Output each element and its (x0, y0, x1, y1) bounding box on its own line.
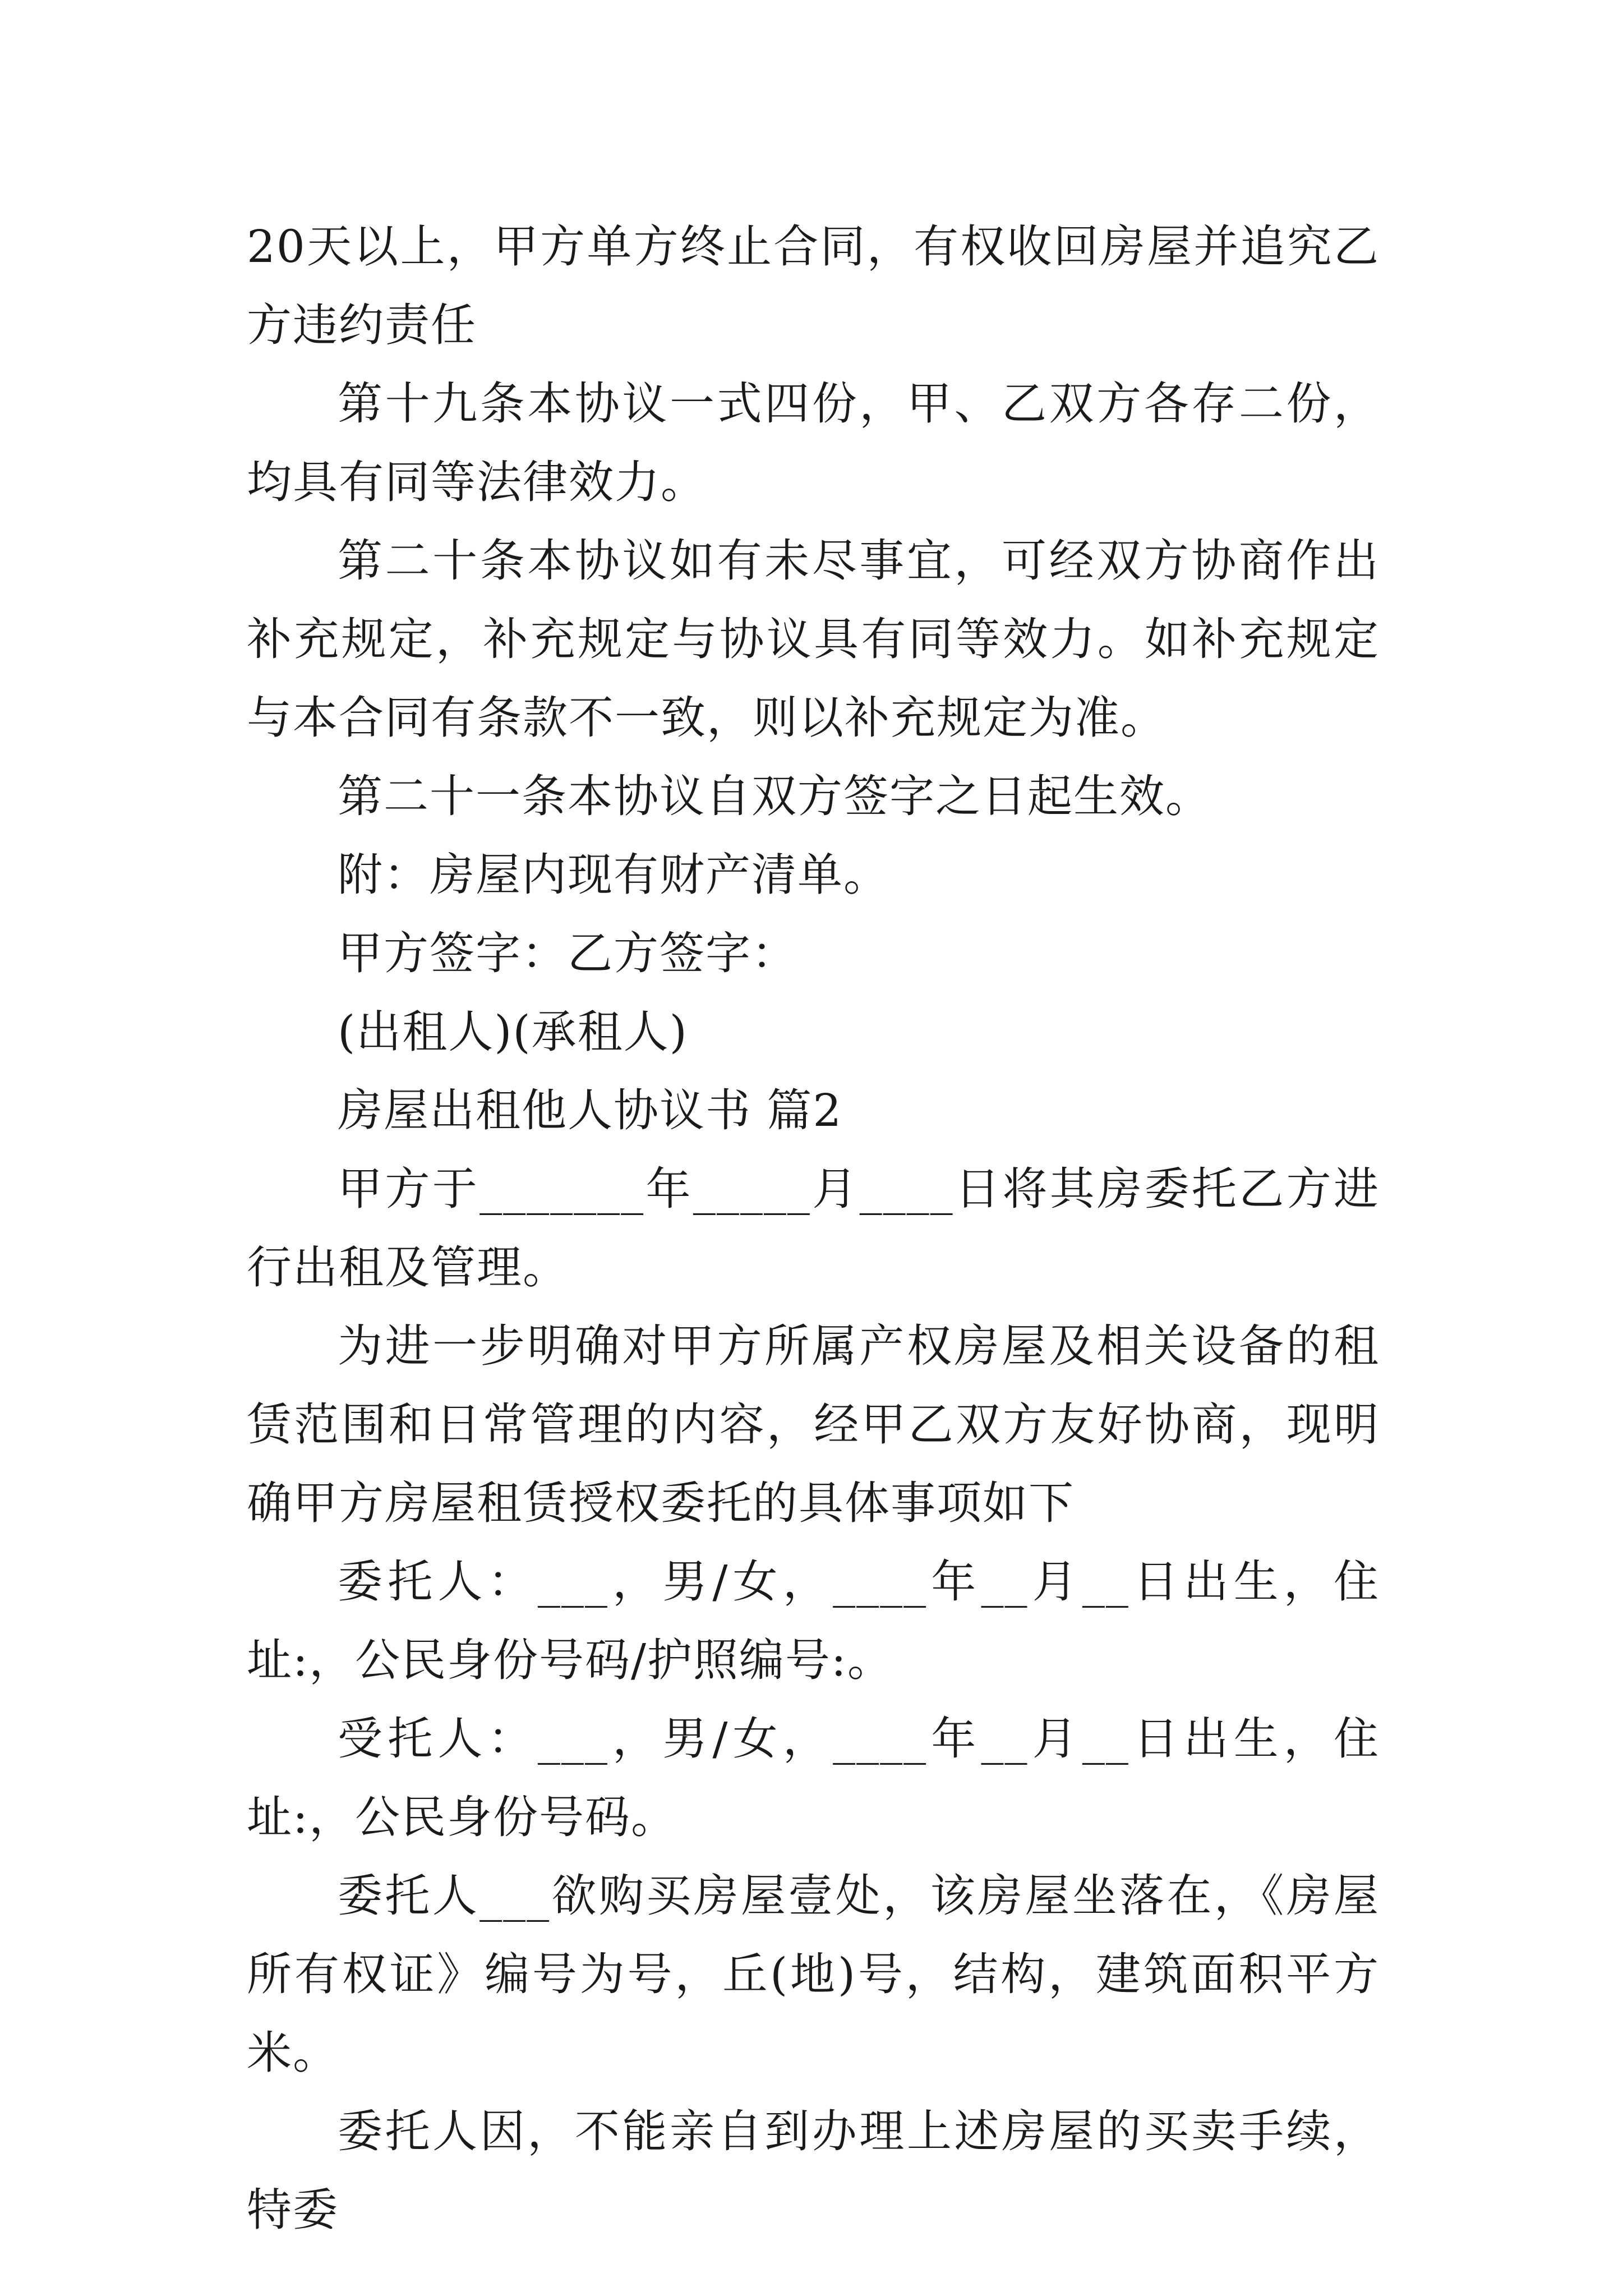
paragraph-signature-roles: (出租人)(承租人) (338, 1006, 688, 1058)
paragraph-property: 委托人___欲购买房屋壹处，该房屋坐落在，《房屋所有权证》编号为号，丘(地)号，结构，建筑面积平方米。 (247, 1870, 1380, 2079)
paragraph-date-clause: 甲方于_______年_____月____日将其房委托乙方进行出租及管理。 (247, 1163, 1380, 1294)
paragraph-continuation: 20天以上，甲方单方终止合同，有权收回房屋并追究乙方违约责任 (247, 220, 1380, 351)
paragraph-article-19: 第十九条本协议一式四份，甲、乙双方各存二份，均具有同等法律效力。 (247, 378, 1380, 508)
paragraph-attachment: 附：房屋内现有财产清单。 (338, 849, 889, 901)
section-heading: 房屋出租他人协议书 篇2 (338, 1084, 843, 1137)
paragraph-principal: 委托人：___，男/女，____年__月__日出生，住址:，公民身份号码/护照编号:。 (247, 1556, 1380, 1686)
document-body (247, 208, 1380, 2249)
paragraph-reason: 委托人因，不能亲自到办理上述房屋的买卖手续，特委 (247, 2105, 1380, 2236)
paragraph-article-21: 第二十一条本协议自双方签字之日起生效。 (338, 770, 1211, 822)
paragraph-purpose: 为进一步明确对甲方所属产权房屋及相关设备的租赁范围和日常管理的内容，经甲乙双方友好协商，现明确甲方房屋租赁授权委托的具体事项如下 (247, 1320, 1380, 1529)
paragraph-signatures: 甲方签字：乙方签字： (338, 927, 797, 979)
paragraph-agent: 受托人：___，男/女，____年__月__日出生，住址:，公民身份号码。 (247, 1713, 1380, 1843)
paragraph-article-20: 第二十条本协议如有未尽事宜，可经双方协商作出补充规定，补充规定与协议具有同等效力。如补充规定与本合同有条款不一致，则以补充规定为准。 (247, 535, 1380, 744)
